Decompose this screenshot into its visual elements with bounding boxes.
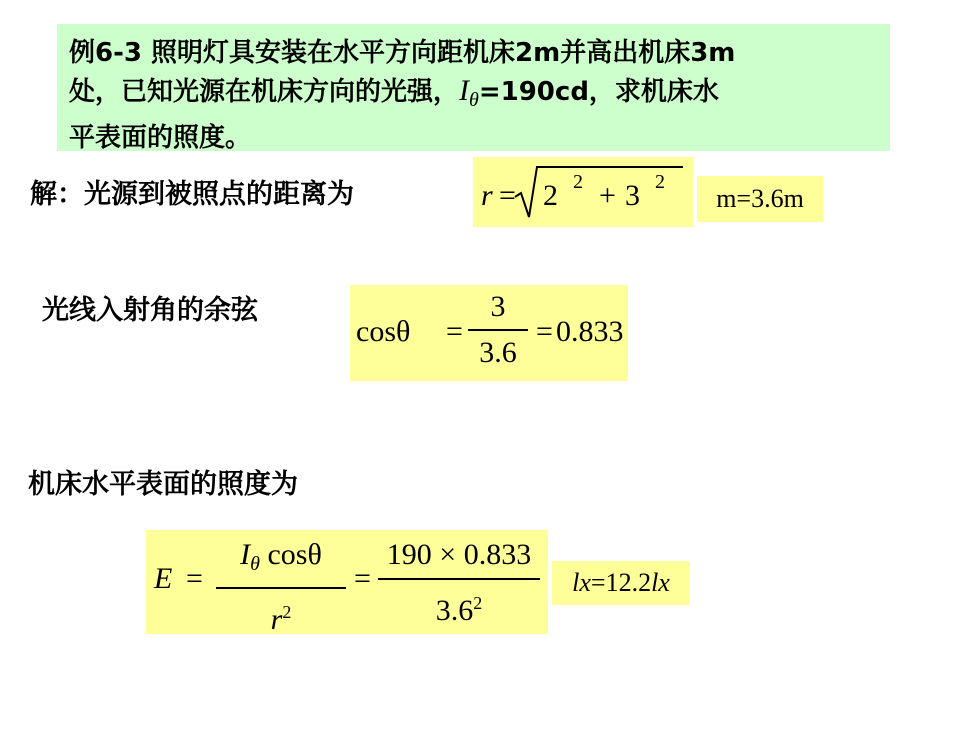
denominator-value-exp: 2 (473, 593, 483, 613)
illuminance-denominator-1 (216, 589, 346, 643)
problem-statement (57, 24, 890, 151)
cosine-equals-2: = (536, 315, 553, 348)
cosine-label: 光线入射角的余弦 (42, 295, 258, 326)
cosine-formula (350, 285, 628, 381)
cosine-result: 0.833 (556, 315, 624, 348)
unit-lx-2: lx (651, 568, 670, 597)
cosine-fraction (468, 285, 528, 375)
cos-theta: cosθ (259, 538, 322, 571)
intensity-subscript: θ (469, 89, 479, 111)
illuminance-fraction-1 (216, 532, 346, 643)
problem-text-1: 照明灯具安装在水平方向距机床2m并高出机床3m (141, 38, 736, 68)
distance-label: 解：光源到被照点的距离为 (30, 179, 354, 210)
radicand-plus: + (599, 179, 616, 212)
cosine-lhs: cosθ (356, 315, 411, 348)
unit-lx-1: lx (572, 568, 591, 597)
intensity-symbol: I (459, 74, 470, 107)
distance-result: m=3.6m (697, 176, 823, 222)
illuminance-label: 机床水平表面的照度为 (28, 469, 298, 500)
distance-equals: = (499, 179, 516, 212)
illuminance-result (552, 561, 690, 605)
illuminance-E: E (154, 562, 173, 595)
illuminance-denominator-2 (378, 580, 540, 634)
problem-line-3: 平表面的照度。 (69, 123, 252, 153)
illuminance-numerator-1 (216, 532, 346, 589)
cosine-equals-1: = (446, 315, 463, 348)
problem-text-3: =190cd，求机床水 (478, 77, 719, 107)
distance-formula (473, 157, 693, 227)
illuminance-value: =12.2 (590, 568, 652, 597)
cosine-numerator: 3 (468, 285, 528, 331)
denominator-value: 3.6 (435, 594, 474, 627)
distance-r: r (481, 179, 493, 212)
radicand-b-exp: 2 (655, 171, 665, 193)
intensity-I: I (240, 538, 251, 571)
denominator-r: r (270, 603, 283, 636)
denominator-r-exp: 2 (282, 602, 292, 622)
radicand-b: 3 (625, 179, 640, 212)
illuminance-equals-2: = (354, 562, 371, 595)
problem-line-1 (69, 34, 876, 72)
illuminance-fraction-2 (378, 532, 540, 634)
radicand-a: 2 (543, 179, 558, 212)
intensity-theta: θ (250, 553, 260, 575)
illuminance-numerator-2: 190 × 0.833 (378, 532, 540, 580)
problem-number: 例6-3 (69, 38, 142, 68)
illuminance-formula (146, 530, 548, 634)
radicand-a-exp: 2 (573, 171, 583, 193)
cosine-denominator: 3.6 (479, 336, 517, 369)
problem-text-2: 处，已知光源在机床方向的光强， (69, 77, 460, 107)
problem-line-2 (69, 72, 876, 119)
illuminance-equals-1: = (186, 562, 203, 595)
